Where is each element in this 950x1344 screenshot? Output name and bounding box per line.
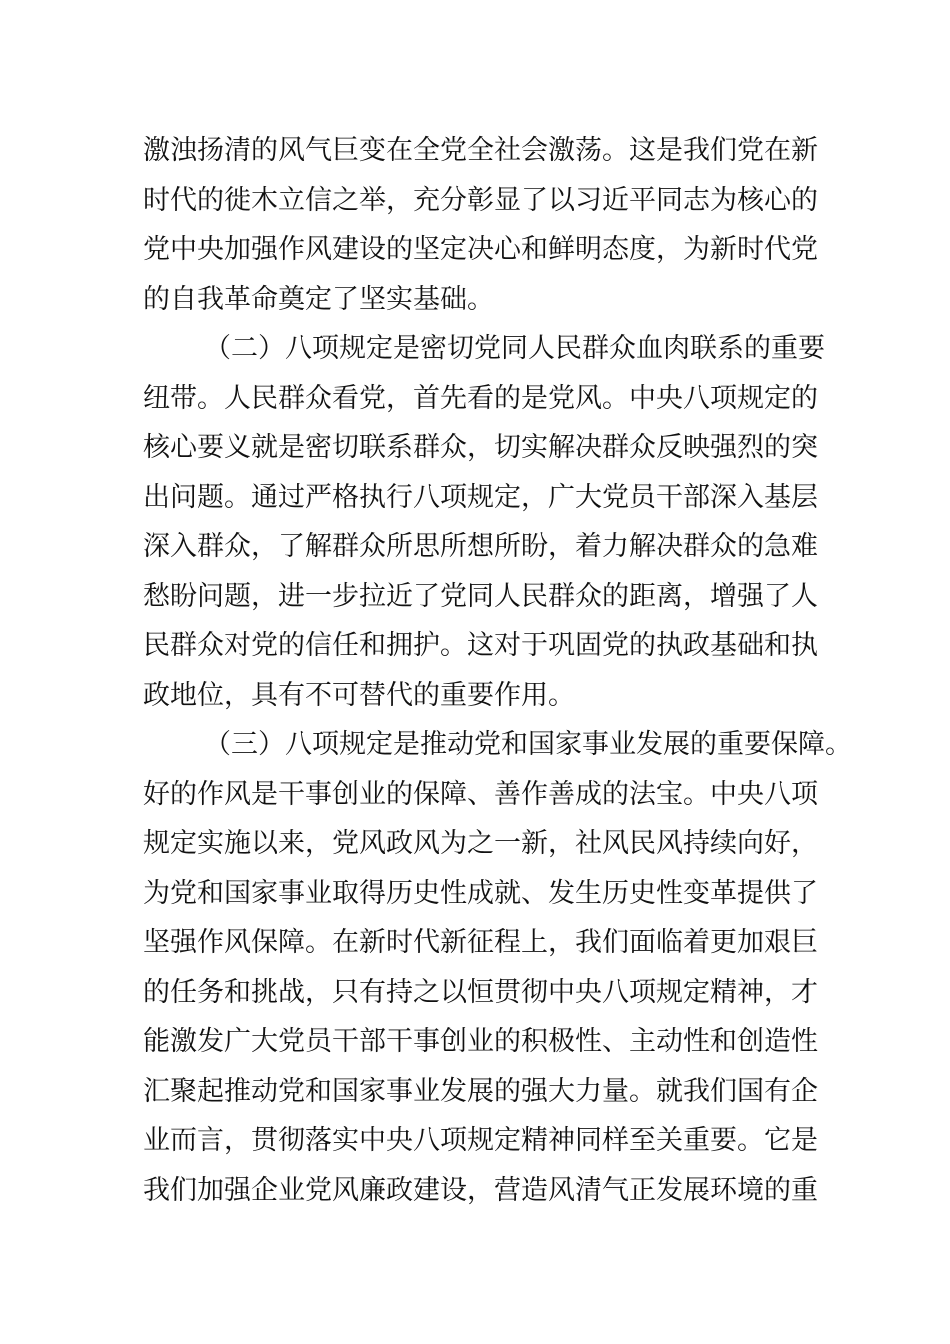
paragraph-line: 为党和国家事业取得历史性成就、发生历史性变革提供了 xyxy=(143,877,818,909)
paragraph-line: 民群众对党的信任和拥护。这对于巩固党的执政基础和执 xyxy=(143,630,818,661)
paragraph-line: （三）八项规定是推动党和国家事业发展的重要保障。 xyxy=(204,729,852,760)
paragraph-3 xyxy=(143,720,852,1215)
paragraph-line: 汇聚起推动党和国家事业发展的强大力量。就我们国有企 xyxy=(143,1075,818,1107)
paragraph-line: 时代的徙木立信之举，充分彰显了以习近平同志为核心的 xyxy=(143,184,818,216)
paragraph-line: 核心要义就是密切联系群众，切实解决群众反映强烈的突 xyxy=(143,432,818,463)
paragraph-line: 的自我革命奠定了坚实基础。 xyxy=(143,283,494,315)
paragraph-line: 能激发广大党员干部干事创业的积极性、主动性和创造性 xyxy=(143,1026,818,1057)
paragraph-line: 政地位，具有不可替代的重要作用。 xyxy=(143,679,575,711)
paragraph-2 xyxy=(143,324,823,720)
paragraph-line: 纽带。人民群众看党，首先看的是党风。中央八项规定的 xyxy=(143,382,818,414)
paragraph-line: 深入群众，了解群众所思所想所盼，着力解决群众的急难 xyxy=(143,531,818,562)
paragraph-line: 党中央加强作风建设的坚定决心和鲜明态度，为新时代党 xyxy=(143,234,818,265)
paragraph-line: 业而言，贯彻落实中央八项规定精神同样至关重要。它是 xyxy=(143,1125,818,1156)
paragraph-line: 愁盼问题，进一步拉近了党同人民群众的距离，增强了人 xyxy=(143,580,818,612)
paragraph-line: 的任务和挑战，只有持之以恒贯彻中央八项规定精神，才 xyxy=(143,976,818,1008)
paragraph-1 xyxy=(143,126,823,324)
paragraph-line: 出问题。通过严格执行八项规定，广大党员干部深入基层 xyxy=(143,481,818,513)
paragraph-line: 规定实施以来，党风政风为之一新，社风民风持续向好， xyxy=(143,828,818,859)
paragraph-line: 好的作风是干事创业的保障、善作善成的法宝。中央八项 xyxy=(143,778,818,810)
document-body xyxy=(143,126,852,1215)
paragraph-line: 我们加强企业党风廉政建设，营造风清气正发展环境的重 xyxy=(143,1174,818,1206)
paragraph-line: （二）八项规定是密切党同人民群众血肉联系的重要 xyxy=(204,333,825,364)
paragraph-line: 坚强作风保障。在新时代新征程上，我们面临着更加艰巨 xyxy=(143,927,818,958)
paragraph-line: 激浊扬清的风气巨变在全党全社会激荡。这是我们党在新 xyxy=(143,135,818,166)
